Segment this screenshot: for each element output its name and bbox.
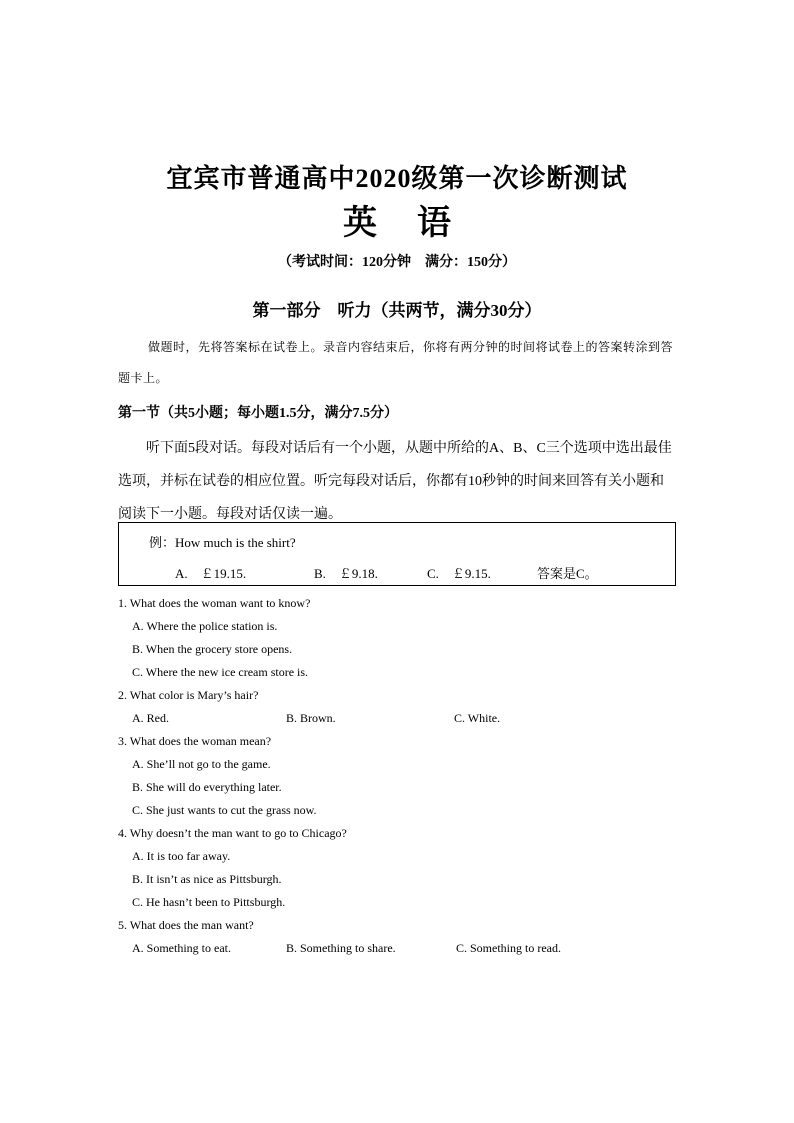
example-option-c: C. ￡9.15. xyxy=(427,566,491,581)
question-option: A. She’ll not go to the game. xyxy=(132,757,271,771)
question-stem: 1. What does the woman want to know? xyxy=(118,596,311,610)
part-one-instructions: 做题时，先将答案标在试卷上。录音内容结束后，你将有两分钟的时间将试卷上的答案转涂到答题卡上。 xyxy=(118,340,674,385)
question-option: A. It is too far away. xyxy=(132,849,231,863)
example-option-a: A. ￡19.15. xyxy=(175,566,247,581)
question-option: C. Where the new ice cream store is. xyxy=(132,665,309,679)
question-stem: 2. What color is Mary’s hair? xyxy=(118,688,259,702)
question-option: A. Red. xyxy=(132,711,169,725)
question-list xyxy=(118,594,718,962)
question-option: B. When the grocery store opens. xyxy=(132,642,293,656)
question-option: A. Something to eat. xyxy=(132,941,231,955)
section-one-intro: 听下面5段对话。每段对话后有一个小题，从题中所给的A、B、C三个选项中选出最佳选项，并标在试卷的相应位置。听完每段对话后，你都有10秒钟的时间来回答有关小题和阅读下一小题。每段对话仅读一遍。 xyxy=(118,441,672,522)
part-one-title: 第一部分 听力（共两节，满分30分） xyxy=(252,301,542,320)
question-option: C. Something to read. xyxy=(456,941,561,955)
question-options-row xyxy=(118,939,718,962)
example-question: 例：How much is the shirt? xyxy=(149,535,296,550)
exam-info: （考试时间：120分钟 满分：150分） xyxy=(278,255,516,270)
question-option: B. She will do everything later. xyxy=(132,780,282,794)
example-box xyxy=(118,522,676,586)
question-options-row xyxy=(118,709,718,732)
question-stem: 5. What does the man want? xyxy=(118,918,254,932)
question-stem: 4. Why doesn’t the man want to go to Chicago? xyxy=(118,826,347,840)
question-option: C. He hasn’t been to Pittsburgh. xyxy=(132,895,286,909)
subject-title: 英语 xyxy=(343,205,491,242)
question-option: B. Something to share. xyxy=(286,941,396,955)
example-answer: 答案是C。 xyxy=(537,566,598,581)
question-option: C. White. xyxy=(454,711,501,725)
question-option: C. She just wants to cut the grass now. xyxy=(132,803,317,817)
question-option: B. It isn’t as nice as Pittsburgh. xyxy=(132,872,282,886)
section-one-title: 第一节（共5小题；每小题1.5分，满分7.5分） xyxy=(118,406,398,421)
exam-title: 宜宾市普通高中2020级第一次诊断测试 xyxy=(166,164,628,193)
example-option-b: B. ￡9.18. xyxy=(314,566,378,581)
question-option: A. Where the police station is. xyxy=(132,619,278,633)
question-stem: 3. What does the woman mean? xyxy=(118,734,272,748)
question-option: B. Brown. xyxy=(286,711,336,725)
